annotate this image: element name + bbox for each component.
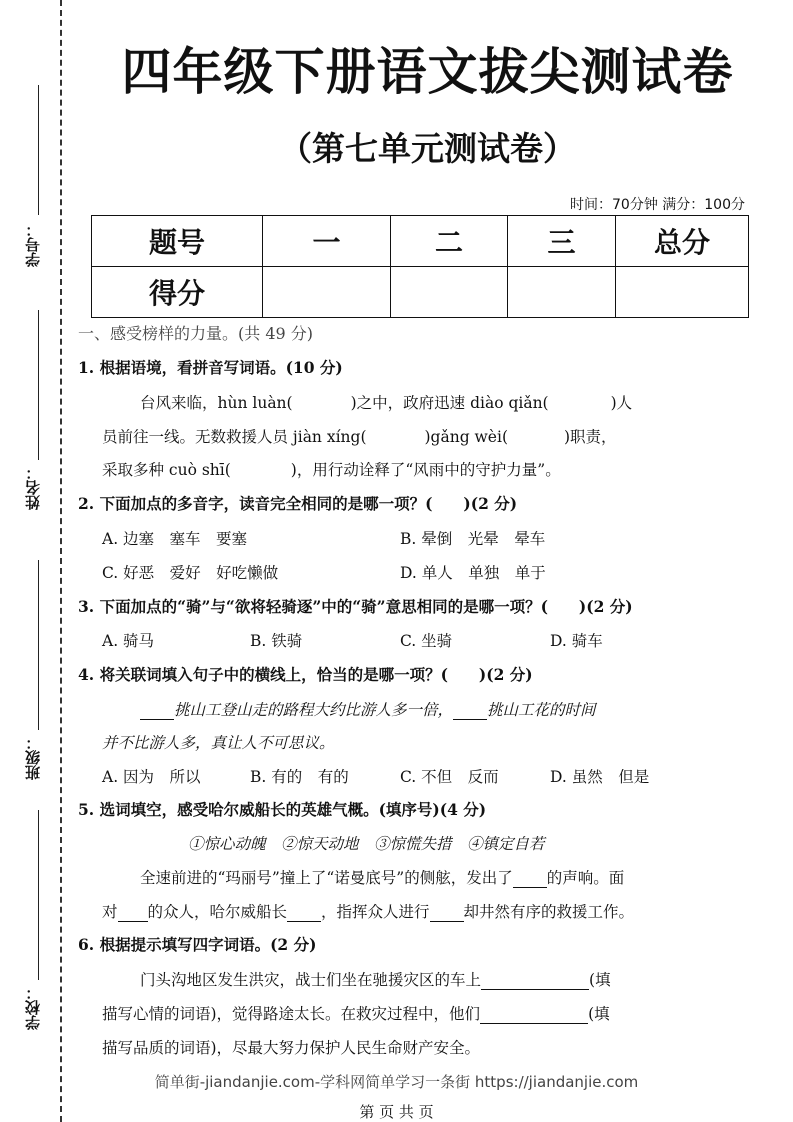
- question-4-stem: 4. 将关联词填入句子中的横线上，恰当的是哪一项？( )(2 分): [78, 665, 533, 684]
- q5-text: 全速前进的“玛丽号”撞上了“诺曼底号”的侧舷，发出了: [140, 869, 513, 887]
- school-label: 学校：: [24, 985, 42, 1030]
- q4-option-b: B. 有的 有的: [250, 768, 349, 786]
- q1-text: )职责，: [564, 428, 617, 446]
- q6-text: 描写心情的词语)，觉得路途太长。在救灾过程中，他们: [102, 1005, 481, 1023]
- q6-blank[interactable]: [480, 1009, 588, 1024]
- student-id-label: 学号：: [24, 222, 42, 267]
- q1-text: )之中，政府迅速 diào qiǎn(: [350, 394, 549, 412]
- student-id-line: [38, 85, 39, 215]
- footer-watermark: 简单街-jiandanjie.com-学科网简单学习一条街 https://jiandanjie.com: [154, 1073, 639, 1091]
- q5-blank[interactable]: [287, 907, 321, 922]
- score-table-score-row: [92, 267, 749, 318]
- name-line: [38, 310, 39, 460]
- q4-text: 挑山工花的时间: [487, 701, 596, 719]
- name-label: 姓名：: [24, 465, 42, 510]
- question-6-para-2: [102, 1004, 702, 1024]
- q5-text: 却井然有序的救援工作。: [463, 903, 635, 921]
- question-5-stem: 5. 选词填空，感受哈尔威船长的英雄气概。(填序号)(4 分): [78, 800, 487, 819]
- q5-word-options: ①惊心动魄 ②惊天动地 ③惊慌失措 ④镇定自若: [188, 835, 545, 853]
- q5-blank[interactable]: [513, 873, 547, 888]
- score-table-header-row: [92, 216, 749, 267]
- q3-option-b: B. 铁骑: [250, 632, 303, 650]
- page-subtitle: （第七单元测试卷）: [279, 129, 576, 168]
- q6-text: (填: [588, 1005, 610, 1023]
- class-label: 班级：: [24, 735, 42, 780]
- q3-option-c: C. 坐骑: [400, 632, 453, 650]
- score-cell[interactable]: [508, 267, 616, 318]
- question-1-stem: 1. 根据语境，看拼音写词语。(10 分): [78, 358, 343, 377]
- q4-blank[interactable]: [140, 705, 174, 720]
- time-info: 时间：70分钟 满分：100分: [570, 197, 745, 213]
- binding-dashed-line: [60, 0, 62, 1122]
- question-2-stem: 2. 下面加点的多音字，读音完全相同的是哪一项？( )(2 分): [78, 494, 518, 513]
- q1-text: )人: [610, 394, 633, 412]
- page-number: 第 页 共 页: [359, 1103, 434, 1121]
- q2-option-a: A. 边塞 塞车 要塞: [102, 530, 248, 548]
- score-header-cell: 二: [391, 216, 508, 267]
- q2-option-b: B. 晕倒 光晕 晕车: [400, 530, 546, 548]
- question-1-line-3: [102, 460, 702, 480]
- q3-option-d: D. 骑车: [550, 632, 603, 650]
- q6-text: 门头沟地区发生洪灾，战士们坐在驰援灾区的车上: [140, 971, 482, 989]
- q5-text: ，指挥众人进行: [321, 903, 430, 921]
- q2-option-c: C. 好恶 爱好 好吃懒做: [102, 564, 279, 582]
- school-line: [38, 810, 39, 980]
- score-header-cell: 题号: [92, 216, 263, 267]
- q5-blank[interactable]: [118, 907, 148, 922]
- q4-option-a: A. 因为 所以: [102, 768, 201, 786]
- q1-text: 采取多种 cuò shī(: [102, 461, 231, 479]
- score-table: [91, 215, 749, 318]
- q1-text: 员前往一线。无数救援人员 jiàn xíng(: [102, 428, 367, 446]
- q5-text: 的声响。面: [546, 869, 625, 887]
- question-4-sentence-1: [140, 700, 740, 720]
- q6-text: (填: [589, 971, 611, 989]
- q3-option-a: A. 骑马: [102, 632, 155, 650]
- score-cell[interactable]: [391, 267, 508, 318]
- page-title: 四年级下册语文拔尖测试卷: [121, 43, 734, 101]
- question-4-sentence-2: 并不比游人多，真让人不可思议。: [102, 734, 335, 752]
- q4-blank[interactable]: [453, 705, 487, 720]
- class-line: [38, 560, 39, 730]
- question-6-stem: 6. 根据提示填写四字词语。(2 分): [78, 935, 317, 954]
- section-heading: 一、感受榜样的力量。(共 49 分): [78, 324, 314, 343]
- score-cell[interactable]: [616, 267, 749, 318]
- q6-blank[interactable]: [481, 975, 589, 990]
- q4-option-d: D. 虽然 但是: [550, 768, 650, 786]
- score-row-label: 得分: [92, 267, 263, 318]
- q1-text: )，用行动诠释了“风雨中的守护力量”。: [290, 461, 561, 479]
- question-3-stem: 3. 下面加点的“骑”与“欲将轻骑逐”中的“骑”意思相同的是哪一项？( )(2 分): [78, 597, 633, 616]
- score-cell[interactable]: [263, 267, 391, 318]
- q1-text: )gǎng wèi(: [424, 428, 508, 446]
- question-5-para-2: [102, 902, 702, 922]
- question-5-para-1: [140, 868, 740, 888]
- q5-text: 对: [102, 903, 118, 921]
- q4-option-c: C. 不但 反而: [400, 768, 499, 786]
- score-header-cell: 总分: [616, 216, 749, 267]
- question-1-line-2: [102, 427, 702, 447]
- question-6-para-3: 描写品质的词语)，尽最大努力保护人民生命财产安全。: [102, 1039, 481, 1057]
- q5-blank[interactable]: [430, 907, 464, 922]
- score-header-cell: 一: [263, 216, 391, 267]
- q4-text: 挑山工登山走的路程大约比游人多一倍，: [174, 701, 454, 719]
- q2-option-d: D. 单人 单独 单于: [400, 564, 546, 582]
- question-1-line-1: [140, 393, 740, 413]
- q1-text: 台风来临，hùn luàn(: [140, 394, 293, 412]
- q5-text: 的众人，哈尔威船长: [147, 903, 288, 921]
- question-6-para-1: [140, 970, 740, 990]
- score-header-cell: 三: [508, 216, 616, 267]
